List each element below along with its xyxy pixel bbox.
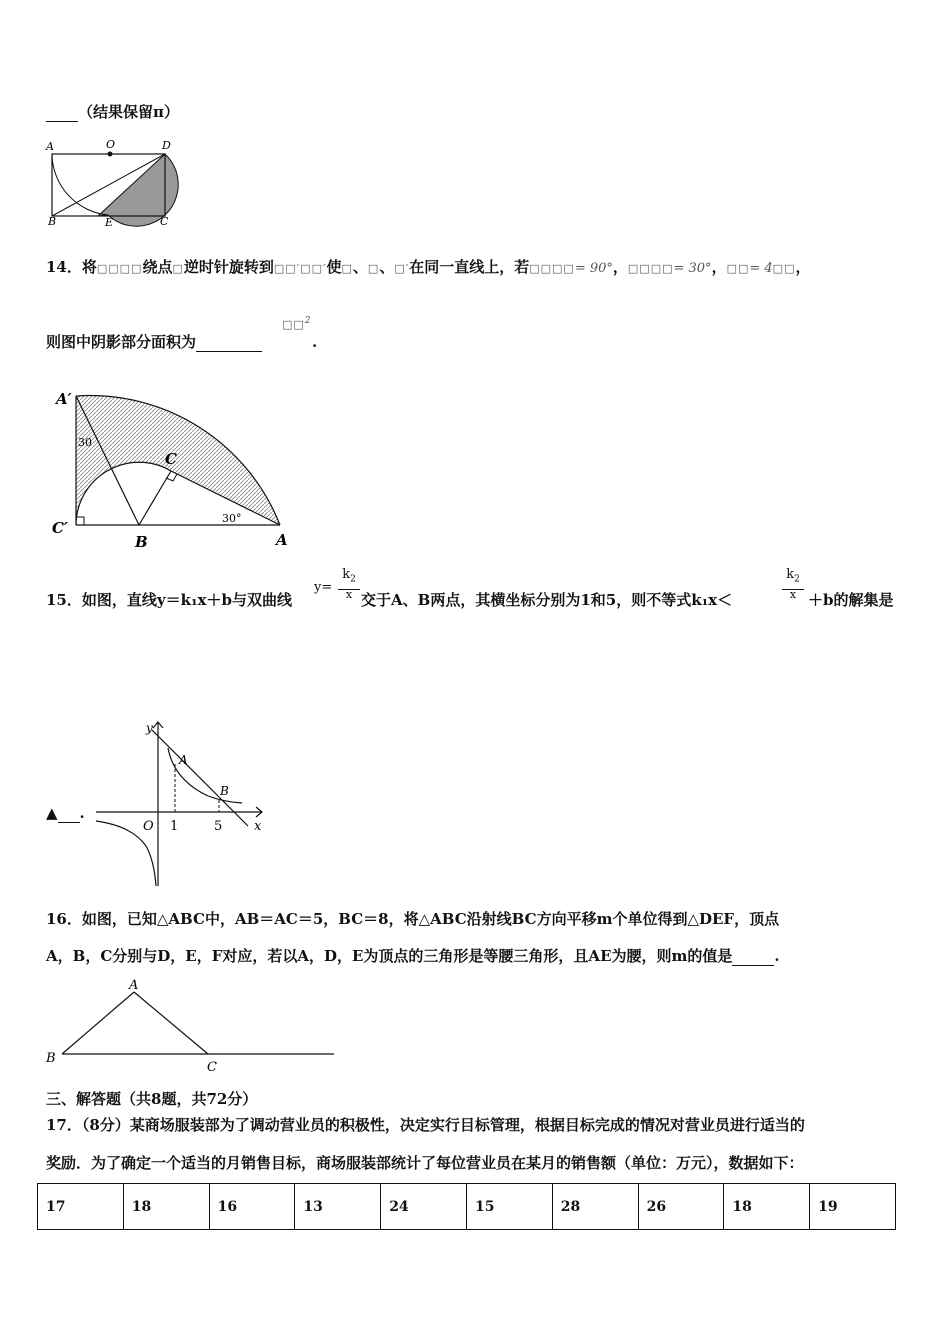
q15-expr1: y＝k₁x＋b [156, 591, 232, 609]
q14-img-seg: □□ [726, 262, 750, 275]
table-cell: 15 [466, 1184, 552, 1230]
q15-k-sub: 2 [350, 574, 356, 585]
q14-label-a: A [276, 531, 288, 549]
q14-text5: 、 [379, 258, 395, 276]
q14-label-a-prime: A′ [56, 390, 72, 408]
q16-line1: 16．如图，已知△ABC中，AB＝AC＝5，BC＝8，将△ABC沿射线BC方向平移m个单位得到△DEF，顶点 [46, 910, 780, 928]
q14-number: 14．将 [46, 258, 97, 276]
q15-line1 [46, 590, 292, 610]
q15-answer-marker: ▲ [46, 804, 58, 822]
q14-line1 [46, 257, 810, 279]
q15-text2: 交于A、B两点，其横坐标分别为1和5，则不等式 [361, 591, 692, 609]
q15-label-b: B [220, 784, 229, 798]
q15-answer-line [46, 803, 85, 823]
q14-sep3: ， [795, 258, 811, 276]
q14-img-p3: □′ [394, 262, 410, 275]
q15-label-5: 5 [214, 819, 223, 834]
table-row [38, 1184, 896, 1230]
q15-y-eq: y= [314, 580, 333, 595]
q14-answer-blank [196, 351, 262, 352]
q14-unit-exp: 2 [304, 316, 311, 326]
q14-sep1: ， [612, 258, 628, 276]
q14-text4: 、 [352, 258, 368, 276]
q13-arc [52, 154, 108, 215]
q16-figure [40, 974, 340, 1075]
q16-side-ac [134, 992, 208, 1054]
table-cell: 24 [381, 1184, 467, 1230]
q17-line1: 17．（8分）某商场服装部为了调动营业员的积极性，决定实行目标管理，根据目标完成的情况对营业员进行适当的 [46, 1116, 805, 1134]
q14-cond1: = 90° [574, 261, 613, 276]
q14-text2: 逆时针旋转到 [183, 258, 274, 276]
q14-label-angle2: 30° [222, 512, 242, 525]
q16-label-a: A [129, 978, 139, 993]
q14-label-b: B [135, 533, 148, 551]
q13-point-o [108, 152, 113, 157]
q14-label-angle1: 30 [78, 436, 92, 449]
q13-figure [44, 136, 179, 228]
table-cell: 18 [123, 1184, 209, 1230]
q15-frac-den: x [345, 588, 353, 601]
q15-label-x: x [254, 819, 262, 834]
table-cell: 28 [552, 1184, 638, 1230]
q16-line2 [46, 946, 780, 966]
q14-img-triangle2: □□′□□′ [273, 262, 327, 275]
q15-text1: 与双曲线 [232, 591, 293, 609]
q13-label-c: C [160, 215, 169, 228]
table-cell: 16 [209, 1184, 295, 1230]
q15-text3: ＋b的解集是 [808, 591, 894, 609]
q13-label-o: O [106, 138, 116, 151]
q14-side-b-c [139, 471, 171, 525]
q14-cond3: = 4 [749, 261, 773, 276]
q16-label-b: B [46, 1051, 56, 1066]
q13-label-d: D [162, 139, 171, 152]
table-cell: 26 [638, 1184, 724, 1230]
q13-label-e: E [105, 216, 114, 229]
q14-label-c: C [165, 450, 177, 468]
q15-end: . [79, 804, 85, 822]
q15-answer-blank [58, 822, 80, 823]
q16-label-c: C [207, 1060, 217, 1075]
q13-tail-text: （结果保留π） [78, 103, 179, 121]
q15-label-1: 1 [170, 819, 179, 834]
q13-answer-blank [46, 121, 78, 122]
q14-end: . [312, 333, 318, 351]
q16-answer-blank [732, 965, 774, 966]
q15-label-o: O [143, 819, 154, 834]
table-cell: 18 [724, 1184, 810, 1230]
q14-img-angle1: □□□□ [529, 262, 575, 275]
q13-answer-line [46, 102, 179, 122]
q14-img-p1: □ [341, 262, 353, 275]
q14-text1: 绕点 [142, 258, 173, 276]
q14-right-angle-c-prime [76, 517, 84, 525]
q14-figure [48, 384, 293, 554]
q15-k: k [342, 567, 351, 582]
q16-side-ab [62, 992, 134, 1054]
q15-ineq-k-sub: 2 [794, 574, 800, 585]
section3-heading: 三、解答题（共8题，共72分） [46, 1090, 258, 1108]
q14-label-c-prime: C′ [52, 519, 68, 537]
q15-frac-num [338, 566, 360, 590]
q15-ineq-num [782, 566, 804, 590]
q14-cond2: = 30° [673, 261, 712, 276]
q13-label-a: A [46, 140, 54, 153]
q15-ineq-k: k [786, 567, 795, 582]
q13-label-b: B [48, 215, 57, 228]
table-cell: 17 [38, 1184, 124, 1230]
q15-ineq-den: x [789, 588, 797, 601]
q17-line2: 奖励．为了确定一个适当的月销售目标，商场服装部统计了每位营业员在某月的销售额（单位：万元），数据如下： [46, 1154, 804, 1172]
q14-line2-text: 则图中阴影部分面积为 [46, 333, 197, 351]
q15-number: 15．如图，直线 [46, 591, 157, 609]
q15-label-y: y [146, 721, 153, 735]
q15-figure [92, 718, 272, 890]
q16-line2-text: A，B，C分别与D，E，F对应，若以A，D，E为顶点的三角形是等腰三角形，且AE为腰，则m的值是 [46, 947, 733, 965]
q16-end: . [774, 947, 780, 965]
q14-img-angle2: □□□□ [627, 262, 674, 275]
q15-line1-b [361, 590, 732, 610]
q15-label-a: A [179, 753, 188, 767]
q14-text6: 在同一直线上，若 [409, 258, 530, 276]
q14-unit [282, 316, 311, 331]
q15-ineq: k₁x＜ [691, 591, 733, 609]
q14-img-triangle: □□□□ [96, 262, 143, 275]
q17-sales-table [37, 1183, 896, 1230]
q14-text3: 使 [326, 258, 342, 276]
q14-sep2: ， [711, 258, 727, 276]
q14-line2 [46, 332, 262, 352]
table-cell: 13 [295, 1184, 381, 1230]
table-cell: 19 [810, 1184, 896, 1230]
q14-img-unit: □□ [772, 262, 796, 275]
q14-img-p2: □ [367, 262, 380, 275]
q14-img-point: □ [172, 262, 184, 275]
q14-unit-boxes: □□ [282, 318, 305, 331]
